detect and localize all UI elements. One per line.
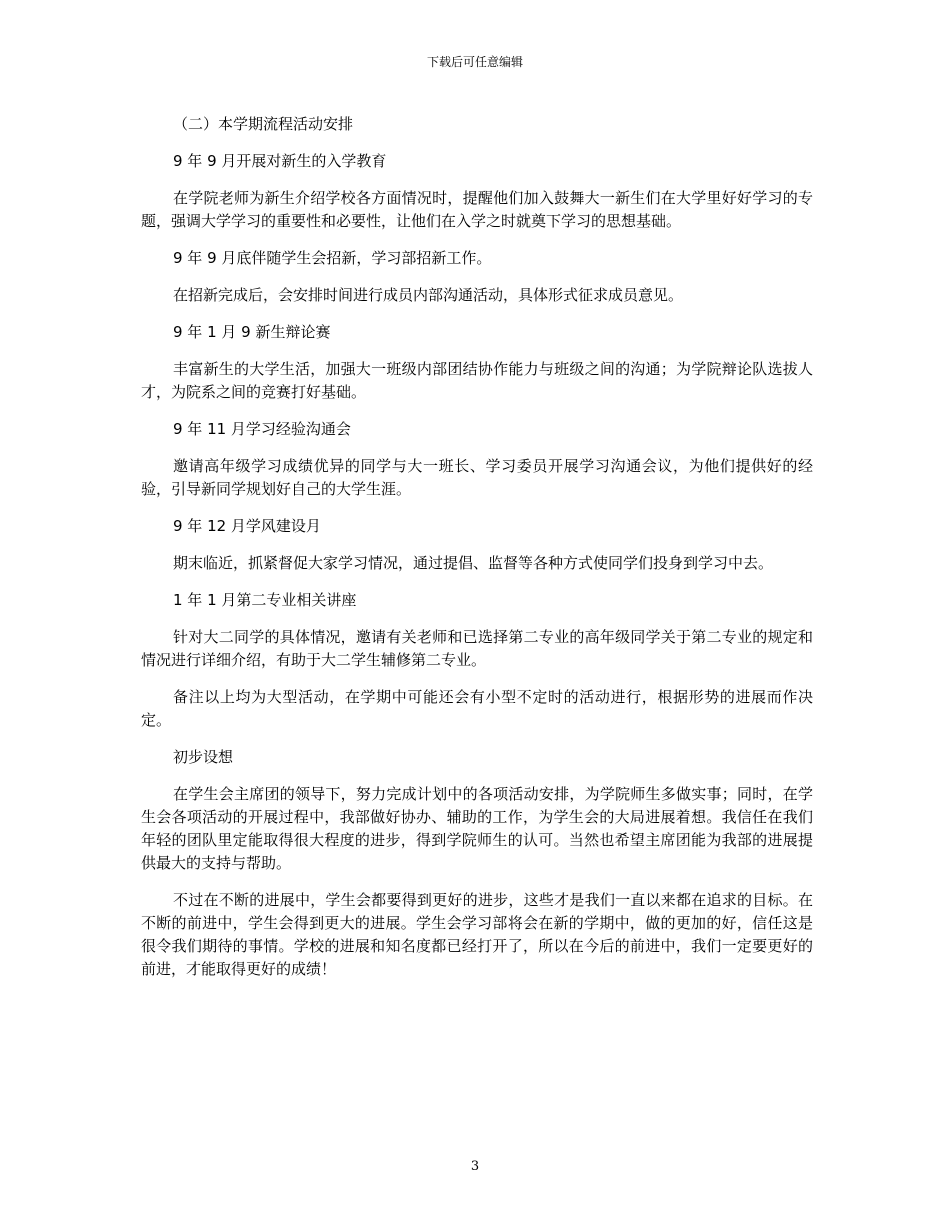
activity-title: 9 年 11 月学习经验沟通会 bbox=[173, 420, 351, 438]
activity-description: 期末临近，抓紧督促大家学习情况，通过提倡、监督等各种方式使同学们投身到学习中去。 bbox=[173, 554, 774, 572]
activity-description: 邀请高年级学习成绩优异的同学与大一班长、学习委员开展学习沟通会议，为他们提供好的经验，引导新同学规划好自己的大学生涯。 bbox=[141, 457, 813, 498]
activity-description: 丰富新生的大学生活，加强大一班级内部团结协作能力与班级之间的沟通；为学院辩论队选拔人才，为院系之间的竞赛打好基础。 bbox=[141, 360, 813, 401]
page-number: 3 bbox=[470, 1159, 480, 1174]
body-paragraph: 在学生会主席团的领导下，努力完成计划中的各项活动安排，为学院师生多做实事；同时，在学生会各项活动的开展过程中，我部做好协办、辅助的工作，为学生会的大局进展着想。我信任在我们年轻的团队里定能取得很大程度的进步，得到学院师生的认可。当然也希望主席团能为我部的进展提供最大的支持与帮助。 bbox=[141, 785, 813, 872]
page-header: 下载后可任意编辑 bbox=[426, 55, 523, 69]
activity-title: 9 年 9 月底伴随学生会招新，学习部招新工作。 bbox=[173, 249, 492, 267]
activity-title: 1 年 1 月第二专业相关讲座 bbox=[173, 591, 357, 609]
activity-title: 9 年 12 月学风建设月 bbox=[173, 517, 321, 535]
activity-description: 在学院老师为新生介绍学校各方面情况时，提醒他们加入鼓舞大一新生们在大学里好好学习的专题，强调大学学习的重要性和必要性，让他们在入学之时就奠下学习的思想基础。 bbox=[141, 189, 813, 230]
activity-title: 9 年 1 月 9 新生辩论赛 bbox=[173, 323, 331, 341]
activity-description: 在招新完成后，会安排时间进行成员内部沟通活动，具体形式征求成员意见。 bbox=[173, 286, 684, 304]
activity-title: 9 年 9 月开展对新生的入学教育 bbox=[173, 152, 387, 170]
section-heading: （二）本学期流程活动安排 bbox=[173, 115, 354, 133]
section-heading: 初步设想 bbox=[173, 748, 234, 766]
activity-description: 针对大二同学的具体情况，邀请有关老师和已选择第二专业的高年级同学关于第二专业的规定和情况进行详细介绍，有助于大二学生辅修第二专业。 bbox=[141, 628, 813, 669]
remark-paragraph: 备注以上均为大型活动，在学期中可能还会有小型不定时的活动进行，根据形势的进展而作决定。 bbox=[141, 688, 813, 729]
document-body bbox=[141, 113, 813, 995]
body-paragraph: 不过在不断的进展中，学生会都要得到更好的进步，这些才是我们一直以来都在追求的目标。在不断的前进中，学生会得到更大的进展。学生会学习部将会在新的学期中，做的更加的好，信任这是很令我们期待的事情。学校的进展和知名度都已经打开了，所以在今后的前进中，我们一定要更好的前进，才能取得更好的成绩！ bbox=[141, 891, 813, 978]
